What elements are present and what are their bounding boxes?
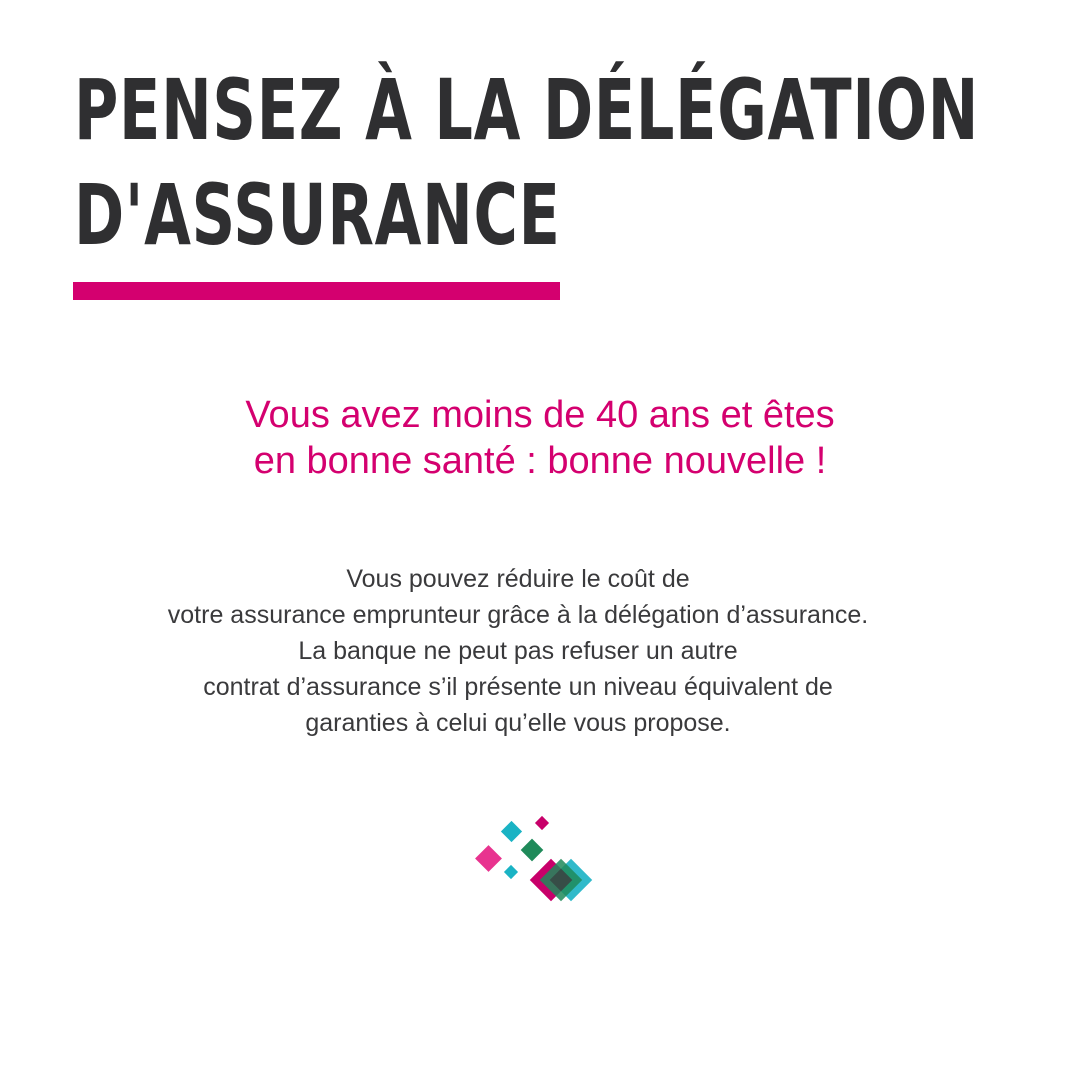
title-line-1: PENSEZ À LA DÉLÉGATION [74,61,980,159]
title-line-2: D'ASSURANCE [74,166,561,264]
subtitle-line-2: en bonne santé : bonne nouvelle ! [253,440,827,482]
subtitle [0,392,1080,484]
body-line-5: garanties à celui qu’elle vous propose. [305,709,731,737]
body-line-1: Vous pouvez réduire le coût de [346,565,690,593]
body-line-2: votre assurance emprunteur grâce à la délégation d’assurance. [167,601,869,629]
body-line-4: contrat d’assurance s’il présente un niveau équivalent de [203,673,833,701]
body-paragraph [0,561,1036,741]
body-line-3: La banque ne peut pas refuser un autre [298,637,738,665]
page-title [74,58,980,268]
subtitle-line-1: Vous avez moins de 40 ans et êtes [245,394,835,436]
diamond-cluster-logo-icon [470,812,610,912]
title-underline [73,282,560,300]
